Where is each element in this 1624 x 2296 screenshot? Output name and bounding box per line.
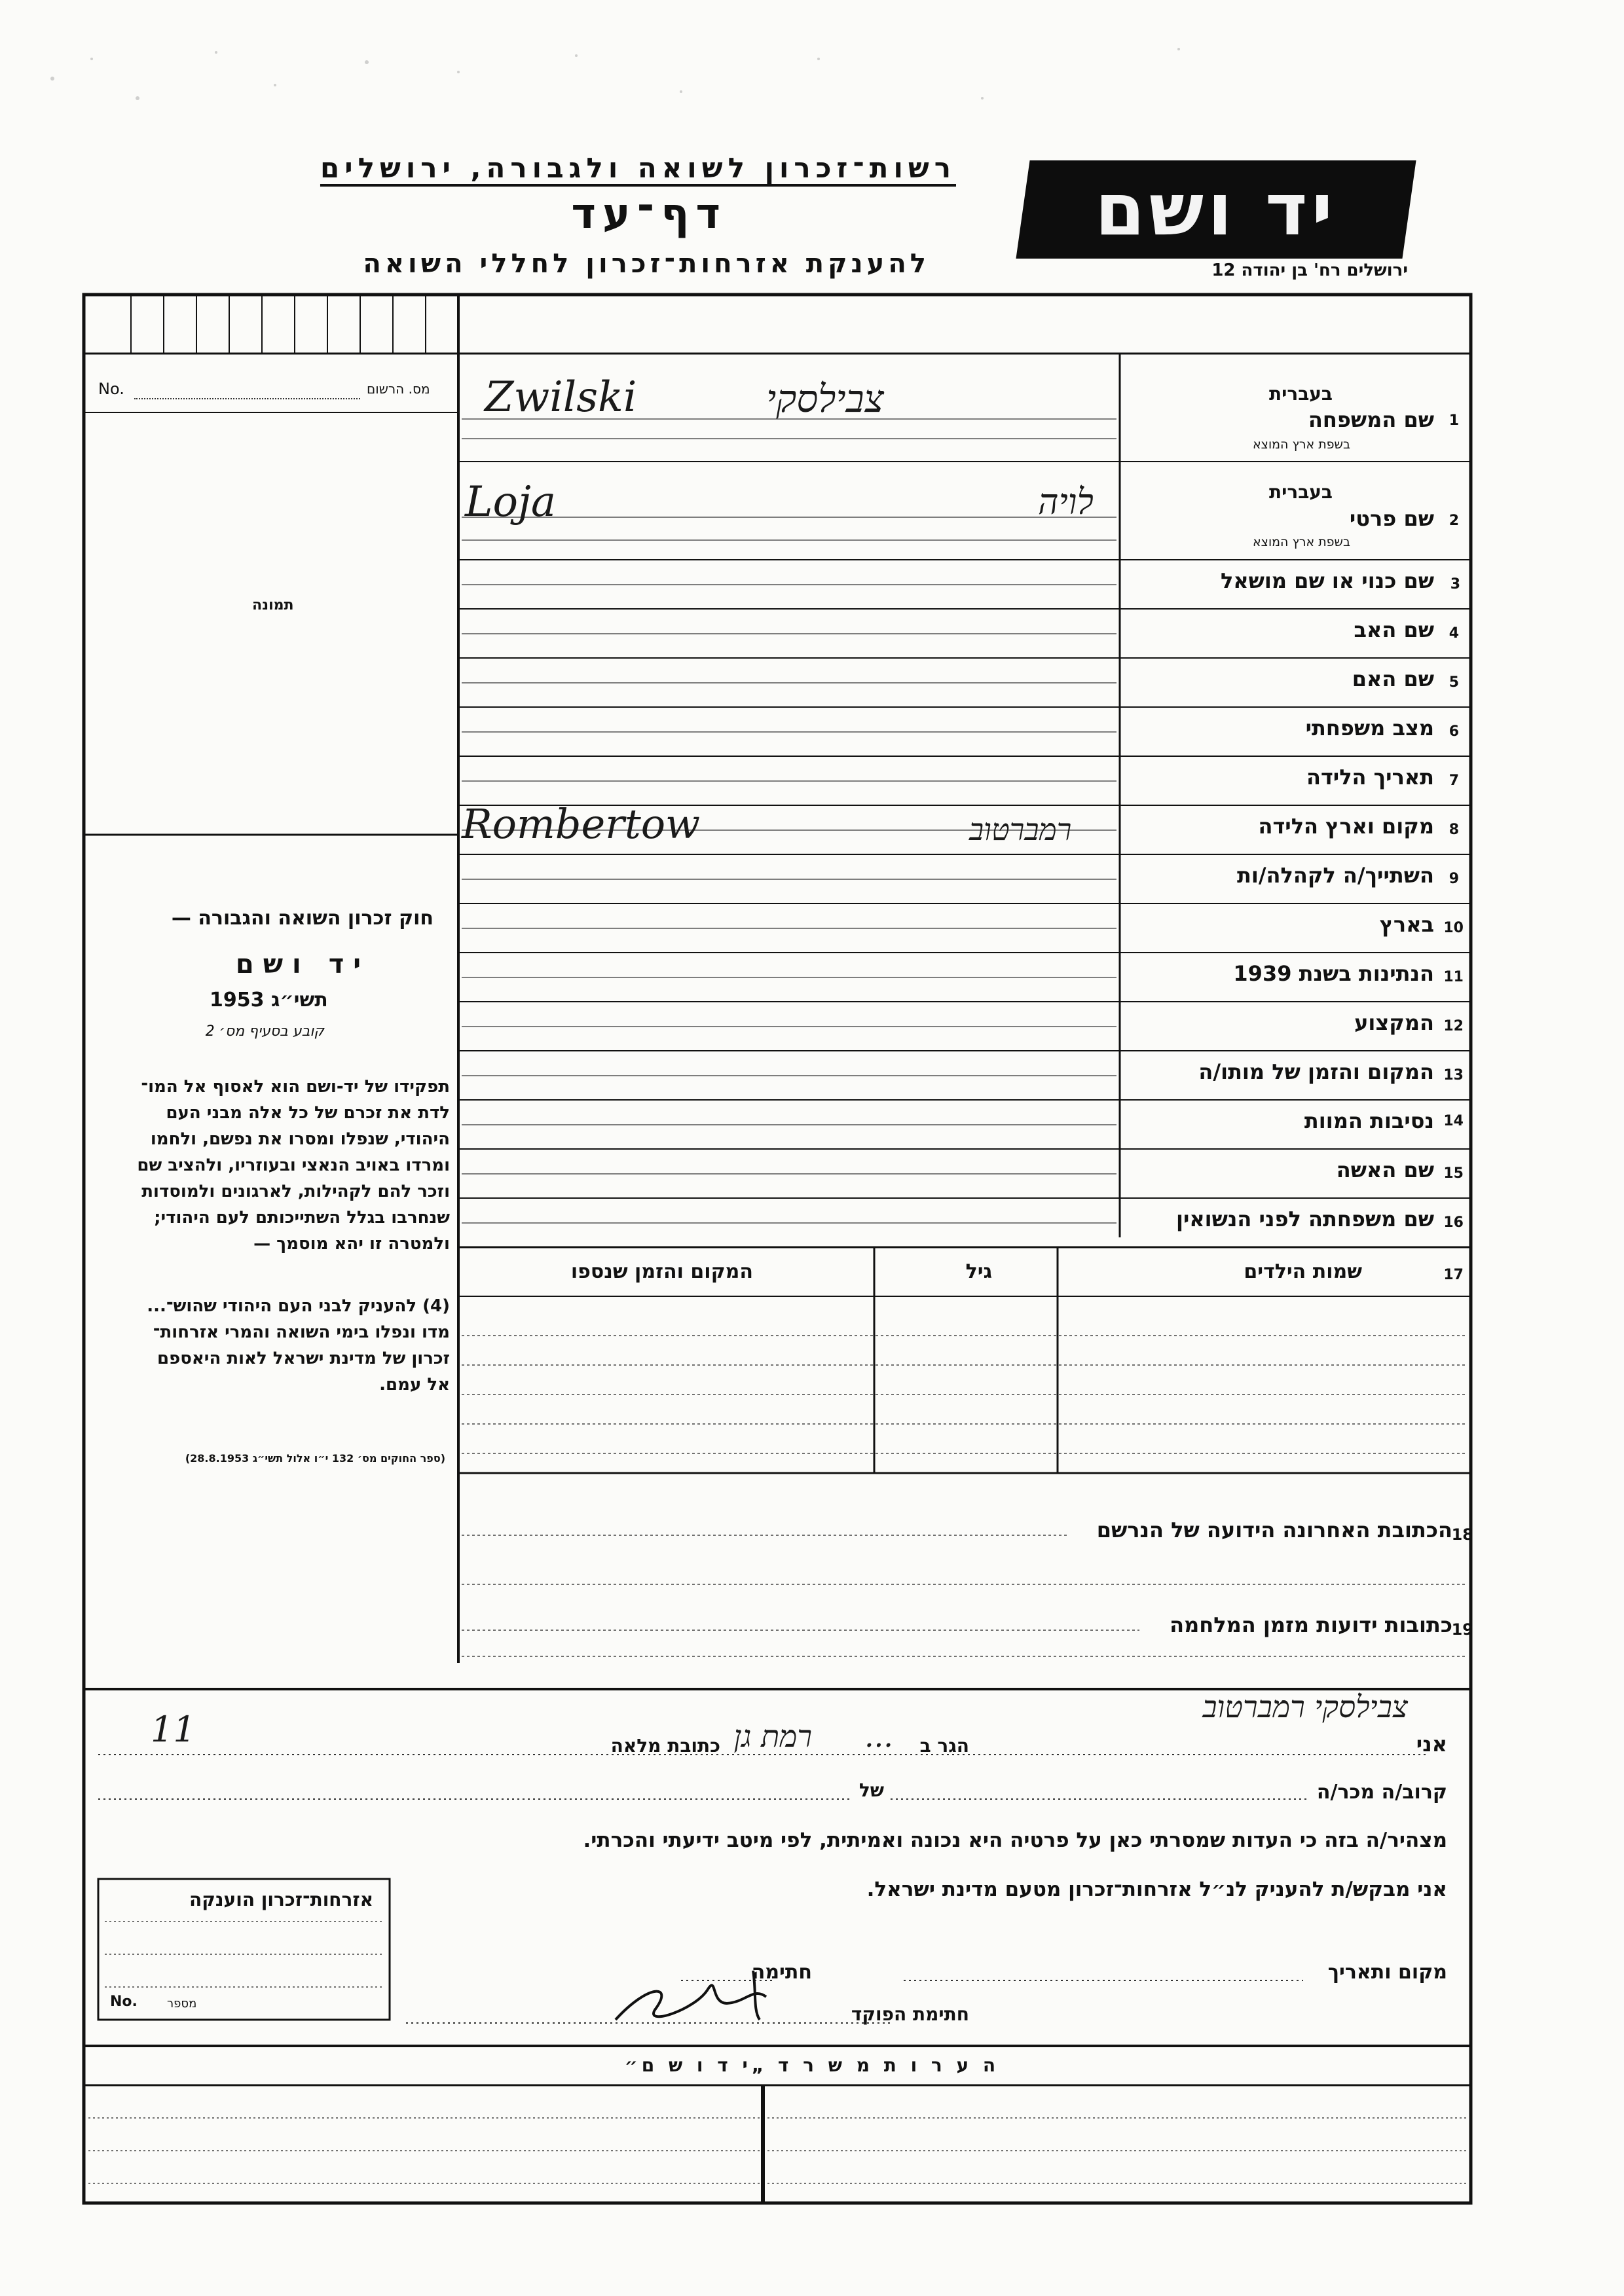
declarant-no-entry[interactable]: 11 [151, 1709, 196, 1750]
registration-label: מס. הרשום [367, 381, 430, 397]
field-5-number: 5 [1449, 674, 1459, 691]
no-label: No. [98, 380, 124, 398]
field-17-number: 17 [1443, 1267, 1464, 1283]
law-text-line: שנחרבו בגלל השתייכותם לעם היהודי; [154, 1208, 450, 1228]
field-1-number: 1 [1449, 412, 1459, 429]
field-13-number: 13 [1443, 1067, 1464, 1084]
authority-name: רשות־זכרון לשואה ולגבורה, ירושלים [320, 152, 956, 184]
declarant-address-entry[interactable]: ... [864, 1719, 893, 1754]
birthplace-hebrew-entry[interactable]: רמברטוב [969, 812, 1072, 847]
law-text-line: לדת את זכרם של כל אלה מבני העם [166, 1103, 450, 1123]
declarant-city-entry[interactable]: רמת גן [733, 1719, 812, 1754]
field-7-label: תאריך הלידה [1306, 765, 1434, 790]
field-6-number: 6 [1449, 723, 1459, 740]
surname-hebrew-entry[interactable]: צבילסקי [766, 376, 884, 421]
field-14-label: נסיבות המוות [1304, 1108, 1434, 1133]
law-name: יד ושם [235, 949, 370, 979]
field-4-label: שם האב [1354, 617, 1434, 642]
officer-signature-label: חתימת הפוקד [851, 2003, 969, 2025]
form-title: דף־עד [571, 190, 727, 238]
law-text-line: ומרדו באויב הנאצי ובעוזריו, ולהציב שם [137, 1156, 450, 1175]
surname-latin-entry[interactable]: Zwilski [485, 373, 637, 422]
field-1-label: שם המשפחה [1308, 407, 1434, 432]
field-2-label: שם פרטי [1349, 506, 1434, 531]
law-text-line: וזכר להם לקהילות, לארגונים ולמוסדות [141, 1182, 450, 1201]
field-10-number: 10 [1443, 920, 1464, 936]
photo-label: תמונה [252, 597, 294, 613]
declarant-ani-label: אני [1416, 1732, 1447, 1757]
law-year [210, 989, 328, 1011]
field-10-label: בארץ [1379, 912, 1434, 937]
signature-label: חתימה [751, 1961, 812, 1984]
stamp-box-title: אזרחות־זכרון הוענקה [189, 1889, 373, 1910]
field-1-orig-label: בשפת ארץ המוצא [1252, 437, 1350, 452]
clause-line: מדו ונפלו בימי השואה והמרי אזרחות־ [153, 1322, 450, 1342]
field-9-number: 9 [1449, 871, 1459, 887]
relative-label: קרוב/ה מכר/ה [1316, 1781, 1447, 1804]
citizenship-request: אני מבקש/ת להעניק לנ״ל אזרחות־זכרון מטעם מדינת ישראל. [866, 1878, 1447, 1901]
field-12-label: המקצוע [1354, 1010, 1434, 1035]
stamp-number-label: מספר [167, 1997, 197, 2011]
children-place-header: המקום והזמן שנספו [570, 1260, 753, 1283]
field-2-number: 2 [1449, 513, 1459, 529]
form-subtitle: להענקת אזרחות־זכרון לחללי השואה [363, 249, 930, 279]
stamp-no-label: No. [110, 1994, 138, 2010]
field-2-orig-label: בשפת ארץ המוצא [1252, 535, 1350, 549]
clause-4-text [109, 1293, 450, 1398]
field-11-label: הנתינות בשנת 1939 [1233, 961, 1434, 986]
first-name-latin-entry[interactable]: Loja [465, 478, 557, 526]
first-name-hebrew-entry[interactable]: לויה [1038, 481, 1094, 522]
law-title: חוק זכרון השואה והגבורה — [171, 907, 434, 930]
field-15-label: שם האשה [1336, 1157, 1434, 1182]
place-date-label: מקום ותאריך [1327, 1961, 1447, 1984]
children-age-header: גיל [965, 1260, 992, 1283]
field-6-label: מצב משפחתי [1305, 716, 1434, 740]
law-year-num: 1953 [210, 989, 265, 1011]
field-8-label: מקום וארץ הלידה [1258, 814, 1434, 839]
field-7-number: 7 [1449, 773, 1459, 789]
field-1-heb-label: בעברית [1268, 383, 1333, 405]
declaration-statement: מצהיר/ה בזה כי העדות שמסרתי כאן על פרטיה היא נכונה ואמיתית, לפי מיטב ידיעתי והכרתי. [583, 1829, 1447, 1852]
full-address-label: כתובת מלאה [610, 1735, 720, 1757]
law-clause: קובע בסעיף מס׳ 2 [205, 1023, 324, 1040]
logo-text: יד ושם [1095, 168, 1337, 251]
field-16-number: 16 [1443, 1214, 1464, 1231]
clause-line: זכרון של מדינת ישראל לאות היאספם [157, 1349, 450, 1368]
law-text-line: היהודי, שנפלו ומסרו את נפשם, ולחמו [150, 1129, 450, 1149]
field-11-number: 11 [1443, 969, 1464, 985]
field-12-number: 12 [1443, 1018, 1464, 1034]
law-text-line: ולמטרה זו יהא מוסמך — [253, 1234, 450, 1254]
last-address-label: הכתובת האחרונה הידועה של הנרשם [1096, 1518, 1452, 1542]
field-9-label: השתייך/ה לקהלה/ות [1236, 863, 1434, 888]
children-names-header: שמות הילדים [1244, 1260, 1362, 1283]
law-text [109, 1074, 450, 1257]
declarant-name-entry[interactable]: צבילסקי רמברטוב [1202, 1689, 1408, 1724]
of-label: של [858, 1779, 884, 1801]
law-year-heb: תשי״ג [270, 989, 328, 1011]
field-16-label: שם משפחתה לפני הנשואין [1175, 1207, 1434, 1231]
field-13-label: המקום והזמן של מותו/ה [1198, 1059, 1434, 1084]
field-8-number: 8 [1449, 822, 1459, 838]
office-notes-title: ה ע ר ו ת מ ש ר ד „י ד ו ש ם״ [624, 2054, 1000, 2076]
clause-line: (4) להעניק לבני העם היהודי שהוש־... [147, 1296, 450, 1316]
law-footnote: (ספר החוקים מס׳ 132 י״ו אלול תשי״ג 28.8.1953) [185, 1452, 445, 1465]
field-3-number: 3 [1450, 576, 1460, 592]
birthplace-latin-entry[interactable]: Rombertow [462, 800, 701, 848]
wartime-address-label: כתובות ידועות מזמן המלחמה [1170, 1613, 1452, 1637]
field-5-label: שם האם [1352, 666, 1434, 691]
field-3-label: שם כנוי או שם מושאל [1220, 568, 1434, 593]
field-4-number: 4 [1449, 625, 1459, 642]
field-19-number: 19 [1451, 1620, 1473, 1639]
no-dots [134, 398, 360, 399]
yad-vashem-logo [1016, 160, 1416, 259]
resides-label: הגר ב [919, 1735, 969, 1757]
field-14-number: 14 [1443, 1113, 1464, 1129]
clause-line: אל עמם. [379, 1375, 450, 1394]
law-text-line: תפקידו של יד-ושם הוא לאסוף אל המו־ [141, 1077, 450, 1097]
field-2-heb-label: בעברית [1268, 481, 1333, 503]
field-18-number: 18 [1451, 1525, 1473, 1544]
address-line: ירושלים רח' בן יהודה 12 [1211, 261, 1408, 280]
field-15-number: 15 [1443, 1165, 1464, 1182]
